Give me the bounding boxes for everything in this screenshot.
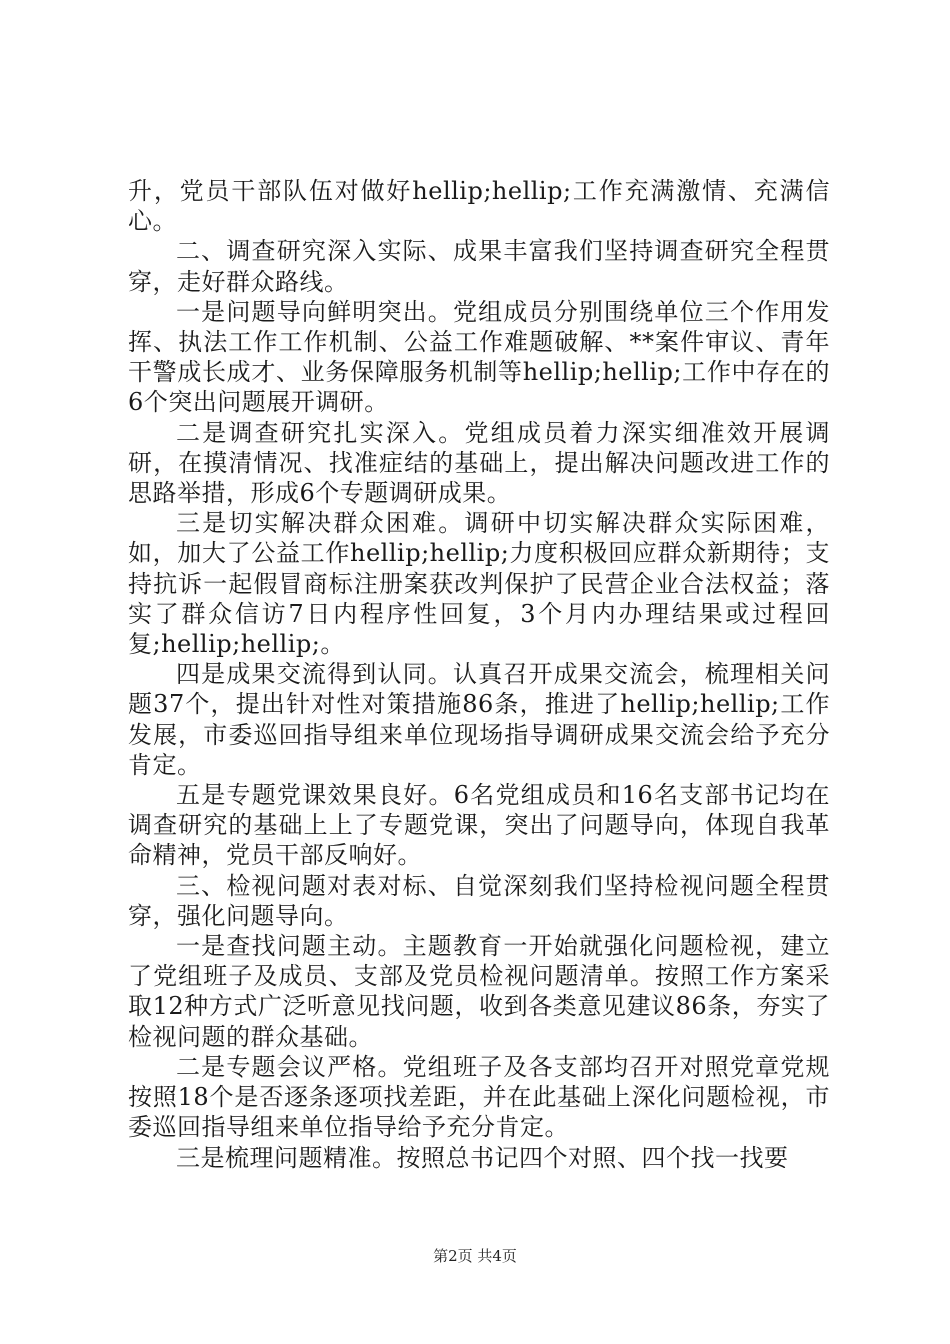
paragraph: 一是问题导向鲜明突出。党组成员分别围绕单位三个作用发挥、执法工作工作机制、公益工作难题破解、**案件审议、青年干警成长成才、业务保障服务机制等hellip;hellip;工作中存在的6个突出问题展开调研。	[128, 297, 830, 417]
paragraph: 三是梳理问题精准。按照总书记四个对照、四个找一找要	[176, 1143, 789, 1172]
paragraph: 一是查找问题主动。主题教育一开始就强化问题检视，建立了党组班子及成员、支部及党员检视问题清单。按照工作方案采取12种方式广泛听意见找问题，收到各类意见建议86条，夯实了检视问题的群众基础。	[128, 932, 830, 1051]
paragraph: 二是专题会议严格。党组班子及各支部均召开对照党章党规按照18个是否逐条逐项找差距，并在此基础上深化问题检视，市委巡回指导组来单位指导给予充分肯定。	[128, 1052, 830, 1142]
paragraph: 升，党员干部队伍对做好hellip;hellip;工作充满激情、充满信心。	[128, 177, 830, 236]
page-footer: 第2页 共4页	[433, 1247, 517, 1265]
paragraph: 四是成果交流得到认同。认真召开成果交流会，梳理相关问题37个，提出针对性对策措施86条，推进了hellip;hellip;工作发展，市委巡回指导组来单位现场指导调研成果交流会给予充分肯定。	[128, 660, 830, 779]
body-text	[128, 176, 830, 1173]
paragraph: 二、调查研究深入实际、成果丰富我们坚持调查研究全程贯穿，走好群众路线。	[128, 237, 830, 296]
paragraph: 三、检视问题对表对标、自觉深刻我们坚持检视问题全程贯穿，强化问题导向。	[128, 871, 830, 930]
paragraph: 三是切实解决群众困难。调研中切实解决群众实际困难，如，加大了公益工作hellip;hellip;力度积极回应群众新期待；支持抗诉一起假冒商标注册案获改判保护了民营企业合法权益；落实了群众信访7日内程序性回复，3个月内办理结果或过程回复;hellip;hellip;。	[128, 509, 830, 659]
paragraph: 五是专题党课效果良好。6名党组成员和16名支部书记均在调查研究的基础上上了专题党课，突出了问题导向，体现自我革命精神，党员干部反响好。	[128, 781, 830, 870]
paragraph: 二是调查研究扎实深入。党组成员着力深实细准效开展调研，在摸清情况、找准症结的基础上，提出解决问题改进工作的思路举措，形成6个专题调研成果。	[128, 418, 830, 508]
